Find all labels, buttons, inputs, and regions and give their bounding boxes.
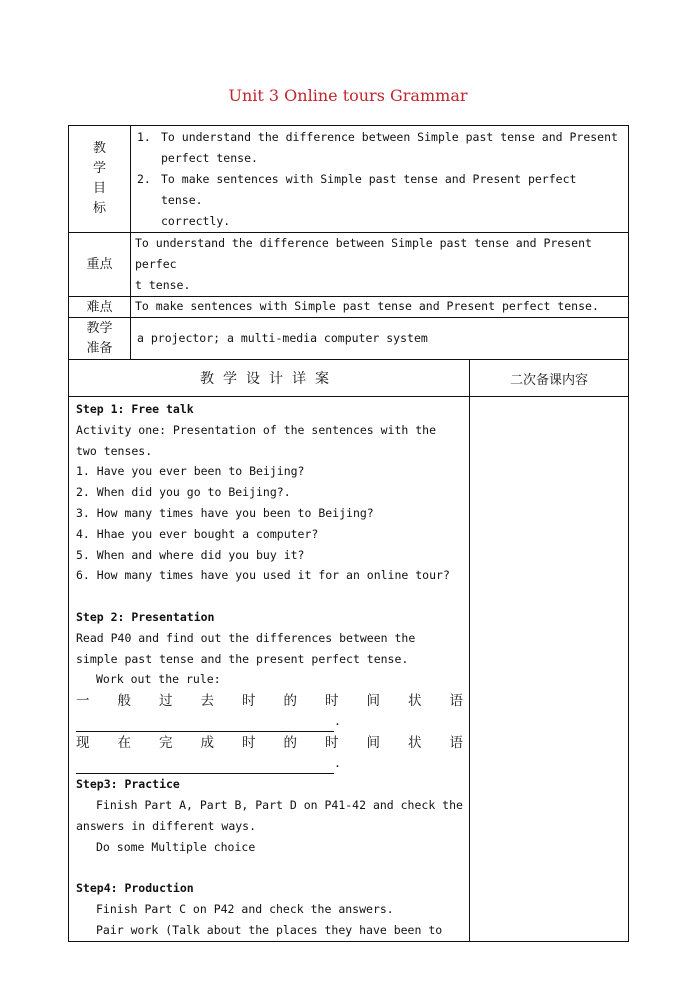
step-3-title: Step3: Practice (76, 777, 180, 792)
step-4-pair-work: Pair work (Talk about the places they have been to (96, 922, 443, 937)
plan-header: 教学设计详案 (69, 360, 470, 397)
step-2-title: Step 2: Presentation (76, 609, 215, 624)
step-1-title: Step 1: Free talk (76, 402, 194, 416)
objectives-content: 1. To understand the difference between Simple past tense and Present perfect tense. 2. To make sentences with Simple past tense and Present perfect tense. correctly. (131, 126, 629, 233)
step-4-text: Finish Part C on P42 and check the answers. (96, 901, 394, 916)
plan-content (69, 397, 470, 942)
step-1-activity: Activity one: Presentation of the sentences with the two tenses. (76, 422, 437, 458)
question-item: 3. How many times have you been to Beijing? (76, 505, 374, 520)
past-tense-adverbial-label: 一 般 过 去 时 的 时 间 状 语 (76, 693, 463, 710)
key-points-label: 重点 (69, 233, 131, 297)
question-item: 2. When did you go to Beijing?. (76, 485, 291, 500)
plan-header-row (69, 360, 629, 397)
step-4-title: Step4: Production (76, 881, 194, 896)
fill-in-blank: . (76, 754, 463, 774)
objective-item: 2. To make sentences with Simple past tense and Present perfect tense. (137, 172, 577, 207)
page-title: Unit 3 Online tours Grammar (228, 86, 468, 105)
key-points-content: To understand the difference between Simple past tense and Present perfec t tense. (131, 233, 629, 297)
aids-row (69, 318, 629, 360)
aids-label: 教学 准备 (69, 318, 131, 360)
key-points-row (69, 233, 629, 297)
notes-header: 二次备课内容 (470, 360, 629, 397)
question-item: 6. How many times have you used it for an online tour? (76, 568, 450, 583)
question-item: 5. When and where did you buy it? (76, 547, 305, 562)
difficulties-row (69, 297, 629, 318)
plan-body-row (69, 397, 629, 942)
objectives-row (69, 126, 629, 233)
lesson-plan-table (68, 125, 629, 942)
fill-in-blank: . (76, 712, 463, 732)
step-3-extra: Do some Multiple choice (96, 839, 256, 854)
objective-item: 1. To understand the difference between Simple past tense and Present (137, 130, 618, 144)
aids-content: a projector; a multi-media computer system (131, 318, 629, 360)
question-item: 4. Hhae you ever bought a computer? (76, 526, 319, 541)
difficulties-label: 难点 (69, 297, 131, 318)
objectives-label: 教 学 目 标 (69, 126, 131, 233)
step-2-text: Read P40 and find out the differences between the simple past tense and the present perfect tense. (76, 630, 416, 666)
perfect-tense-adverbial-label: 现 在 完 成 时 的 时 间 状 语 (76, 735, 463, 752)
notes-content (470, 397, 629, 942)
difficulties-content: To make sentences with Simple past tense and Present perfect tense. (131, 297, 629, 318)
step-3-text: Finish Part A, Part B, Part D on P41-42 and check the answers in different ways. (76, 797, 463, 833)
question-item: 1. Have you ever been to Beijing? (76, 464, 305, 479)
step-2-rule: Work out the rule: (96, 672, 221, 687)
